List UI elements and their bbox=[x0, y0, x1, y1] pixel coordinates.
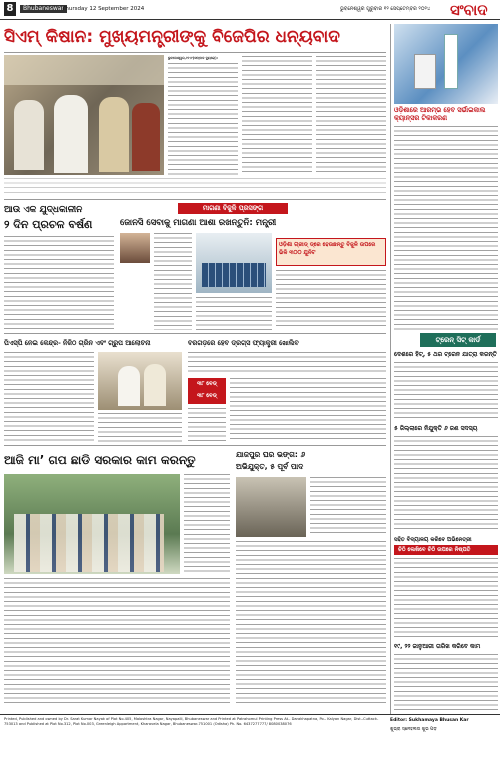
article-text bbox=[394, 436, 498, 532]
vaccine-photo bbox=[394, 24, 498, 104]
footer-editor: Editor: Sukhamaya Bhusan Kar bbox=[390, 718, 469, 723]
divider bbox=[4, 333, 386, 334]
date-english: Thursday 12 September 2024 bbox=[62, 6, 145, 12]
jajpur-headline: ଯାଜପୁର ଘର ଭଙ୍ଗ: ୬ bbox=[236, 450, 306, 459]
date-odia: ଭୁବନେଶ୍ୱର ଗୁରୁବାର ୧୨ ସେପ୍ଟେମ୍ବର ୨୦୨୪ bbox=[340, 6, 431, 12]
article-text bbox=[394, 558, 498, 638]
section-tag: ଟ୍ରେନ୍ ସିଟ୍ କାର୍ଡ bbox=[420, 333, 496, 347]
article-text bbox=[236, 541, 386, 706]
brand-logo: ସଂବାଦ bbox=[450, 1, 488, 19]
article-text bbox=[188, 352, 386, 374]
article-text bbox=[4, 578, 230, 706]
bed-badge-line2: ୩୮ ବେଡ୍ bbox=[197, 393, 217, 399]
bed-badge bbox=[188, 378, 226, 404]
column-divider bbox=[390, 24, 391, 714]
page-number: 8 bbox=[4, 2, 16, 16]
psp-headline: ପିଏସ୍‌ପି ନେଇ କେନ୍ଦ୍ର- ନିଜିଠ ଗ୍ରିନ ଏବଂ ଗ୍ରୁପ ଆଲୋଚନା bbox=[4, 339, 151, 347]
jajpur-photo bbox=[236, 477, 306, 537]
article-text bbox=[394, 654, 498, 714]
footer-divider bbox=[0, 714, 500, 715]
article-text bbox=[184, 474, 230, 574]
lead-headline: ସିଏମ୍ କିଷାନ: ମୁଖ୍ୟମନ୍ତ୍ରୀଙ୍କୁ ବିଜେପିର ଧନ୍ୟବାଦ bbox=[4, 27, 340, 47]
article-text bbox=[394, 126, 498, 331]
bed-badge-line1: ୩୮ ବେଡ୍ bbox=[197, 381, 217, 387]
right-headline-2: ଦେଶରେ ହିଟ୍, ୫ ଥର ଟ୍ରେନ ଯାତ୍ରା କରନ୍ତି bbox=[394, 351, 497, 358]
right-headline-1: ଓଡ଼ିଶାରେ ଆରମ୍ଭ ହେବ ସର୍ଭାଇକାଲ କ୍ୟାନ୍ସର ଟିକାକରଣ bbox=[394, 106, 486, 122]
rain-headline-line2: ୨ ଦିନ ପ୍ରଚଳ ବର୍ଷଣ bbox=[4, 218, 93, 231]
article-text bbox=[4, 236, 114, 330]
footer-mark: ଶୁଭ୍ରା ସ୍ନେହଲତା ଶୁଭ ପଡ଼ bbox=[390, 727, 437, 732]
article-text bbox=[230, 378, 386, 442]
city-label: Bhubaneswar bbox=[20, 5, 67, 13]
article-text bbox=[316, 56, 386, 175]
right-headline-4: ସହିତ ବିଦ୍ୟାଳୟ କରିବେ ଅଭିନେତ୍ରୀ bbox=[394, 537, 472, 543]
divider bbox=[4, 199, 386, 200]
bargarh-headline: ବରଗଡ଼ରେ ହେବ ଡ୍ରଗ୍ସ ଫ୍ୟାକ୍ଟ୍ରୀ ଖୋଲିବ bbox=[188, 339, 299, 347]
meeting-photo bbox=[98, 352, 182, 410]
divider bbox=[4, 445, 386, 446]
group-photo bbox=[4, 474, 180, 574]
callout-box: ଓଡ଼ିଶା ଗ୍ରୀଡ୍ ଡ୍ରେ ହେଉଛନ୍ତୁ ବିଜୁଳି ଉପରେ ଭିଳି ୩୦୦ ଯୁନିଟ bbox=[276, 238, 386, 266]
electricity-headline: ଜୋନସି ସେବାକୁ ମାଗଣା ଆଶା ରଖନ୍ତୁନି: ମନ୍ତ୍ରୀ bbox=[120, 218, 277, 228]
article-text bbox=[394, 362, 498, 420]
article-text bbox=[154, 233, 192, 330]
solar-panel-photo bbox=[196, 233, 272, 293]
lead-photo bbox=[4, 55, 164, 175]
right-subhead-4: ଚିଠି ଲେଖିବେ ଚିଠି ଉପରେ ନିଷ୍ପତି bbox=[394, 545, 498, 555]
article-text bbox=[188, 408, 226, 442]
article-text bbox=[4, 352, 94, 442]
masthead-bar bbox=[0, 0, 500, 20]
jajpur-subhead: ଅଭିଯୁକ୍ତ, ୫ ପୂର୍ବ ପାଦ bbox=[236, 462, 304, 471]
article-text bbox=[4, 178, 386, 196]
article-text bbox=[168, 63, 238, 175]
article-text bbox=[196, 297, 272, 330]
rain-headline-line1: ଆଉ ଏକ ଯୁଦ୍ଧକାଳୀନ bbox=[4, 205, 83, 215]
right-headline-5: ୧୯, ୨୨ ଜାନୁଆରୀ ତାରିଖ କରିବେ କାମ bbox=[394, 643, 481, 650]
divider bbox=[4, 52, 386, 53]
electricity-banner: ମାଗଣା ବିଜୁଳି ପ୍ରସଙ୍ଗ bbox=[178, 203, 288, 214]
govt-headline: ଆଜି ମା’ ଗପ ଛାଡି ସରକାର କାମ କରନ୍ତୁ bbox=[4, 453, 196, 467]
minister-photo bbox=[120, 233, 150, 263]
lead-dateline: ଭୁବନେଶ୍ୱର,୧୧।୯(ସମ୍ବାଦ ବ୍ୟୁରୋ): bbox=[168, 56, 219, 60]
article-text bbox=[276, 270, 386, 330]
right-headline-3: ୫ ଜିଲ୍ଲାରେ ନିଯୁକ୍ତି ୬ ଜଣ ସଦସ୍ୟ bbox=[394, 425, 478, 432]
article-text bbox=[310, 477, 386, 537]
article-text bbox=[242, 56, 312, 175]
article-text bbox=[98, 413, 182, 442]
footer-imprint: Printed, Published and owned by Dr. Sarat Kumar Nayak of Plot No.405, Maloshtra Nagar, Nayapalli, Bhubaneswar and Printed at Patrahomul Printing Press At.- Darakhapatna, Po.- Kalyan Nagar, Dist.-Cuttack-753013 and Published at Plot No.312, Plot No.003, Greenleigh Appartment, Kharavela Nagar, Bhubaneswar-751001 (Odisha) Ph. No. 6437277777/ 8080038076 bbox=[4, 717, 379, 726]
